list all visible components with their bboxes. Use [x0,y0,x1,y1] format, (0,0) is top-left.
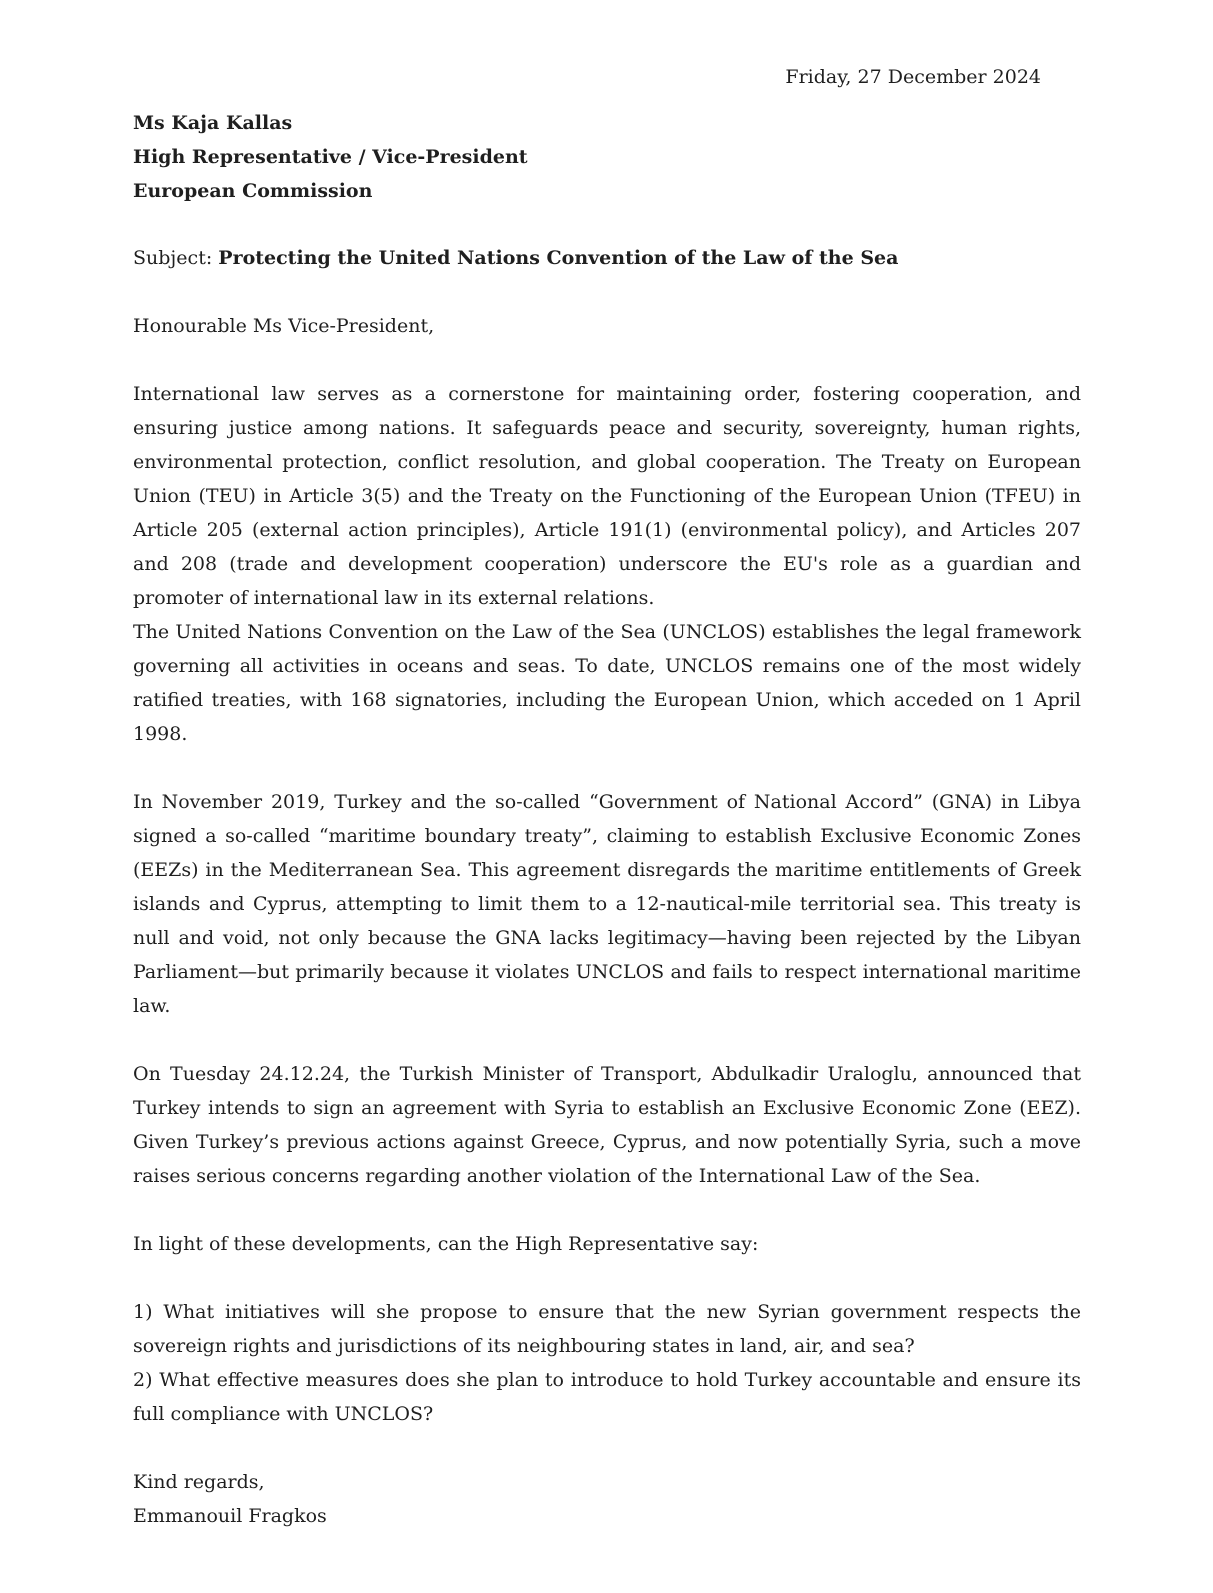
salutation: Honourable Ms Vice-President, [133,315,435,337]
subject-line [133,241,1081,275]
question-1: 1) What initiatives will she propose to ensure that the new Syrian government respects the sovereign rights and jurisdictions of its neighbouring states in land, air, and sea? [133,1301,1081,1357]
recipient-block [133,106,1081,208]
paragraph-syria-eez: On Tuesday 24.12.24, the Turkish Minister of Transport, Abdulkadir Uraloglu, announced that Turkey intends to sign an agreement with Syria to establish an Exclusive Economic Zone (EEZ). Given Turkey’s previous actions against Greece, Cyprus, and now potentially Syria, such a move raises serious concerns regarding another violation of the International Law of the Sea. [133,1063,1081,1187]
subject-label: Subject: [133,247,219,269]
paragraph-unclos: The United Nations Convention on the Law of the Sea (UNCLOS) establishes the legal framework governing all activities in oceans and seas. To date, UNCLOS remains one of the most widely ratified treaties, with 168 signatories, including the European Union, which acceded on 1 April 1998. [133,621,1081,745]
recipient-name: Ms Kaja Kallas [133,112,293,134]
signature-name: Emmanouil Fragkos [133,1505,327,1527]
paragraph-international-law: International law serves as a cornerstone for maintaining order, fostering cooperation, and ensuring justice among nations. It safeguards peace and security, sovereignty, human rights, environmental protection, conflict resolution, and global cooperation. The Treaty on European Union (TEU) in Article 3(5) and the Treaty on the Functioning of the European Union (TFEU) in Article 205 (external action principles), Article 191(1) (environmental policy), and Articles 207 and 208 (trade and development cooperation) underscore the EU's role as a guardian and promoter of international law in its external relations. [133,383,1081,609]
letter-date: Friday, 27 December 2024 [785,66,1041,88]
subject-title: Protecting the United Nations Convention of the Law of the Sea [218,247,899,269]
recipient-role: High Representative / Vice-President [133,146,528,168]
closing-block [133,1465,1081,1533]
recipient-organization: European Commission [133,180,373,202]
question-intro: In light of these developments, can the High Representative say: [133,1233,759,1255]
question-2: 2) What effective measures does she plan to introduce to hold Turkey accountable and ensure its full compliance with UNCLOS? [133,1369,1081,1425]
paragraph-gna-treaty: In November 2019, Turkey and the so-called “Government of National Accord” (GNA) in Libya signed a so-called “maritime boundary treaty”, claiming to establish Exclusive Economic Zones (EEZs) in the Mediterranean Sea. This agreement disregards the maritime entitlements of Greek islands and Cyprus, attempting to limit them to a 12-nautical-mile territorial sea. This treaty is null and void, not only because the GNA lacks legitimacy—having been rejected by the Libyan Parliament—but primarily because it violates UNCLOS and fails to respect international maritime law. [133,791,1081,1017]
valediction: Kind regards, [133,1471,265,1493]
